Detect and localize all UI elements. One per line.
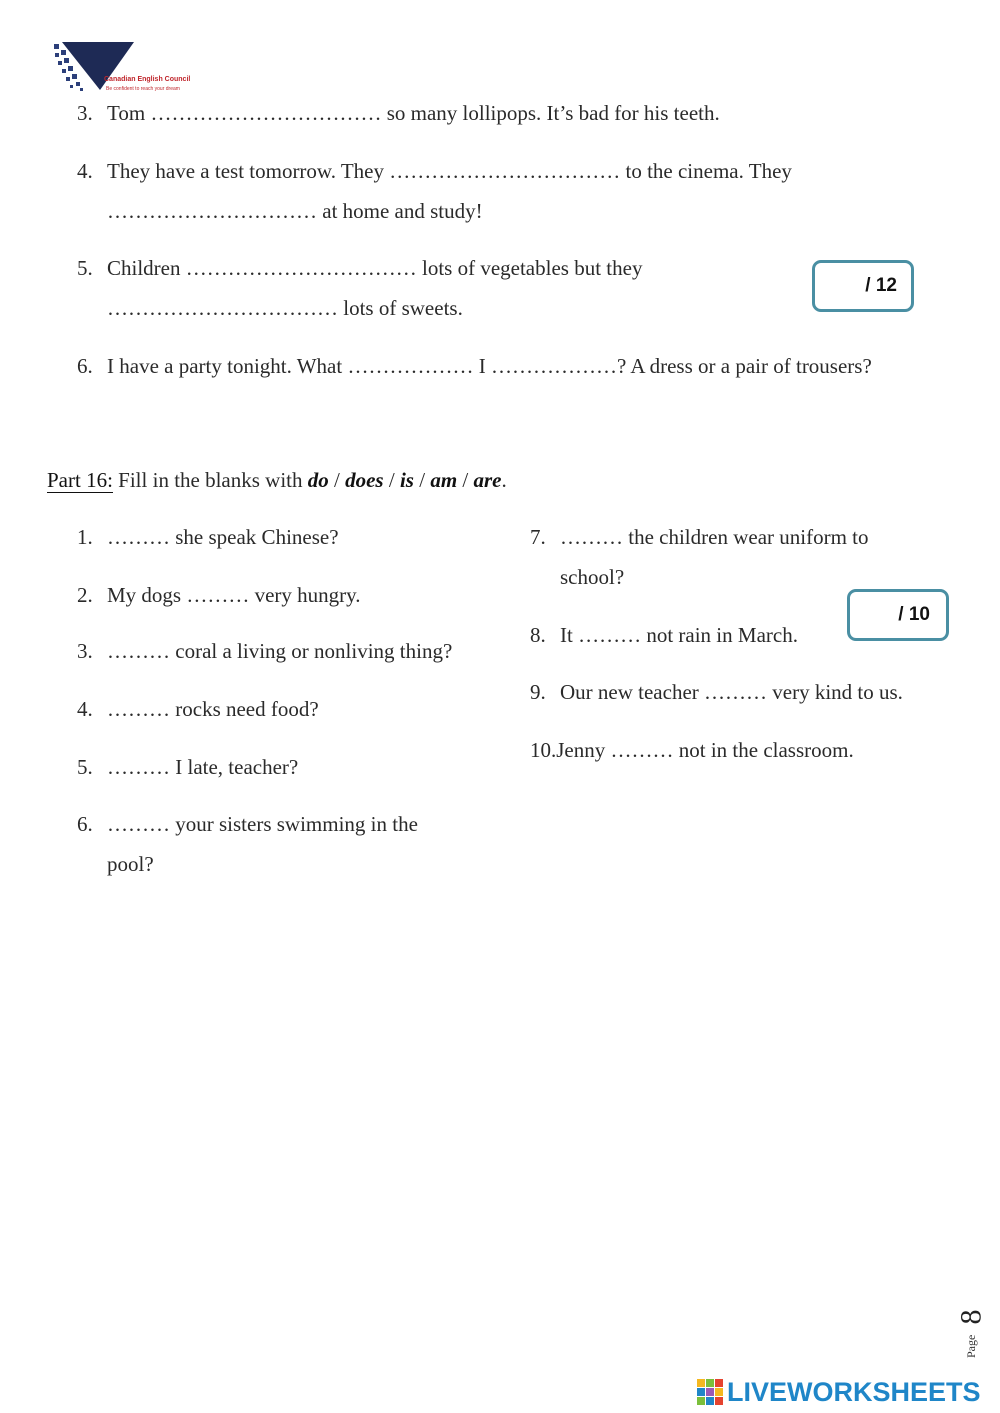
keyword-separator: / xyxy=(457,468,474,492)
question-item xyxy=(77,255,797,321)
question-number: 4. xyxy=(77,159,93,183)
question-text: ……… coral a living or nonliving thing? xyxy=(107,639,453,663)
question-text: Children …………………………… lots of vegetables but they xyxy=(107,256,643,280)
canadian-english-council-logo xyxy=(52,40,212,98)
question-item xyxy=(530,622,850,648)
question-number: 3. xyxy=(77,101,93,125)
question-text: It ……… not rain in March. xyxy=(560,623,798,647)
keyword-is: is xyxy=(399,468,414,492)
keyword-do: do xyxy=(307,468,329,492)
question-text: ……… she speak Chinese? xyxy=(107,525,339,549)
question-item xyxy=(77,811,507,877)
question-text: They have a test tomorrow. They …………………………… to the cinema. They xyxy=(107,159,792,183)
question-item xyxy=(530,679,950,705)
question-text: My dogs ……… very hungry. xyxy=(107,583,361,607)
liveworksheets-brand: LIVEWORKSHEETS xyxy=(727,1377,981,1407)
question-text: Jenny ……… not in the classroom. xyxy=(556,738,854,762)
question-number: 9. xyxy=(530,680,546,704)
question-item xyxy=(77,100,977,126)
question-number: 10. xyxy=(530,738,557,762)
question-text-continued: ………………………… at home and study! xyxy=(107,199,483,223)
score-top: / 12 xyxy=(865,275,897,296)
part-label: Part 16: xyxy=(47,468,113,492)
part-16-heading xyxy=(47,466,507,494)
question-item xyxy=(77,524,507,550)
question-item xyxy=(77,158,977,224)
question-number: 4. xyxy=(77,697,93,721)
question-number: 3. xyxy=(77,639,93,663)
question-item xyxy=(77,353,977,379)
question-text: Tom …………………………… so many lollipops. It’s bad for his teeth. xyxy=(107,101,720,125)
keyword-separator: / xyxy=(328,468,346,492)
question-text-continued: school? xyxy=(560,565,625,589)
question-item xyxy=(530,737,950,763)
part-instruction: Fill in the blanks with xyxy=(112,468,308,492)
logo-tagline: Be confident to reach your dream xyxy=(106,86,180,92)
keyword-are: are xyxy=(473,468,502,492)
question-text-continued: pool? xyxy=(107,852,154,876)
heading-end: . xyxy=(501,468,507,492)
question-number: 6. xyxy=(77,812,93,836)
question-number: 5. xyxy=(77,755,93,779)
page-number-value: 8 xyxy=(954,1309,988,1325)
question-number: 1. xyxy=(77,525,93,549)
page-word: Page xyxy=(964,1334,978,1358)
question-number: 2. xyxy=(77,583,93,607)
score-part-16: / 10 xyxy=(898,604,930,625)
keyword-am: am xyxy=(430,468,458,492)
question-number: 8. xyxy=(530,623,546,647)
question-text: I have a party tonight. What ……………… I ………………? A dress or a pair of trousers? xyxy=(107,354,872,378)
question-item xyxy=(77,638,507,664)
question-number: 7. xyxy=(530,525,546,549)
liveworksheets-mark-icon xyxy=(697,1379,723,1407)
question-item xyxy=(530,524,950,590)
page-number xyxy=(954,1300,990,1360)
keyword-separator: / xyxy=(383,468,400,492)
logo-name: Canadian English Council xyxy=(104,76,191,83)
question-text: ……… your sisters swimming in the xyxy=(107,812,418,836)
question-text: ……… I late, teacher? xyxy=(107,755,299,779)
score-box-top xyxy=(812,260,914,312)
keyword-separator: / xyxy=(413,468,431,492)
score-box-part-16 xyxy=(847,589,949,641)
question-text-continued: …………………………… lots of sweets. xyxy=(107,296,463,320)
question-number: 6. xyxy=(77,354,93,378)
question-number: 5. xyxy=(77,256,93,280)
question-text: ……… the children wear uniform to xyxy=(560,525,869,549)
question-item xyxy=(77,696,507,722)
question-text: Our new teacher ……… very kind to us. xyxy=(560,680,903,704)
question-item xyxy=(77,754,507,780)
question-item xyxy=(77,582,507,608)
keyword-does: does xyxy=(345,468,384,492)
question-text: ……… rocks need food? xyxy=(107,697,319,721)
